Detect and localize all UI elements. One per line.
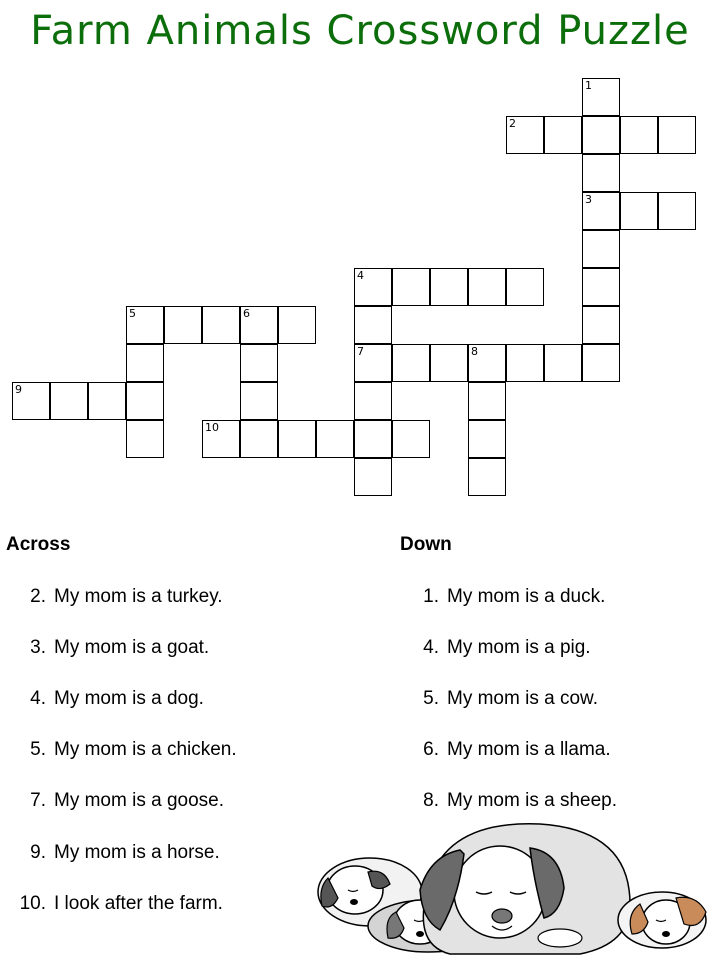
- crossword-cell[interactable]: [582, 116, 620, 154]
- cell-number: 6: [243, 307, 250, 320]
- crossword-cell[interactable]: [354, 382, 392, 420]
- clue-down: [403, 688, 598, 710]
- clue-text: My mom is a dog.: [54, 688, 204, 709]
- clue-text: My mom is a turkey.: [54, 586, 223, 607]
- crossword-cell[interactable]: [278, 420, 316, 458]
- clue-across: [10, 893, 223, 915]
- crossword-cell[interactable]: [202, 306, 240, 344]
- crossword-cell[interactable]: [202, 420, 240, 458]
- crossword-cell[interactable]: [392, 344, 430, 382]
- crossword-cell[interactable]: [582, 306, 620, 344]
- crossword-cell[interactable]: [316, 420, 354, 458]
- cell-number: 9: [15, 383, 22, 396]
- clue-across: [10, 739, 237, 761]
- cell-number: 1: [585, 79, 592, 92]
- crossword-cell[interactable]: [88, 382, 126, 420]
- clue-down: [403, 637, 591, 659]
- cell-number: 8: [471, 345, 478, 358]
- down-heading: Down: [400, 534, 452, 555]
- clue-text: My mom is a goat.: [54, 637, 210, 658]
- across-heading: Across: [6, 534, 71, 555]
- cell-number: 10: [205, 421, 219, 434]
- clue-number: 6.: [423, 739, 439, 760]
- crossword-cell[interactable]: [582, 230, 620, 268]
- crossword-cell[interactable]: [240, 344, 278, 382]
- crossword-cell[interactable]: [620, 116, 658, 154]
- clue-number: 7.: [30, 790, 46, 811]
- clue-number: 3.: [30, 637, 46, 658]
- crossword-cell[interactable]: [468, 344, 506, 382]
- clue-number: 5.: [423, 688, 439, 709]
- cell-number: 3: [585, 193, 592, 206]
- clue-text: My mom is a horse.: [54, 842, 220, 863]
- cell-number: 2: [509, 117, 516, 130]
- clue-number: 2.: [30, 586, 46, 607]
- crossword-cell[interactable]: [354, 268, 392, 306]
- crossword-cell[interactable]: [430, 344, 468, 382]
- cell-number: 5: [129, 307, 136, 320]
- crossword-cell[interactable]: [658, 116, 696, 154]
- cell-number: 7: [357, 345, 364, 358]
- clue-number: 1.: [423, 586, 439, 607]
- crossword-cell[interactable]: [544, 116, 582, 154]
- crossword-cell[interactable]: [506, 116, 544, 154]
- crossword-cell[interactable]: [126, 344, 164, 382]
- crossword-cell[interactable]: [430, 268, 468, 306]
- crossword-cell[interactable]: [354, 458, 392, 496]
- crossword-cell[interactable]: [468, 382, 506, 420]
- crossword-cell[interactable]: [582, 78, 620, 116]
- clue-across: [10, 637, 209, 659]
- clue-number: 5.: [30, 739, 46, 760]
- crossword-cell[interactable]: [50, 382, 88, 420]
- clue-across: [10, 790, 224, 812]
- clue-down: [403, 586, 605, 608]
- crossword-cell[interactable]: [278, 306, 316, 344]
- clue-number: 8.: [423, 790, 439, 811]
- clue-across: [10, 688, 204, 710]
- crossword-cell[interactable]: [468, 420, 506, 458]
- clue-text: My mom is a cow.: [447, 688, 598, 709]
- crossword-cell[interactable]: [126, 382, 164, 420]
- clue-number: 10.: [19, 893, 46, 914]
- page-title: Farm Animals Crossword Puzzle: [30, 8, 690, 54]
- crossword-cell[interactable]: [658, 192, 696, 230]
- clue-across: [10, 842, 220, 864]
- crossword-cell[interactable]: [582, 344, 620, 382]
- clue-text: My mom is a goose.: [54, 790, 224, 811]
- crossword-cell[interactable]: [126, 306, 164, 344]
- clue-text: My mom is a sheep.: [447, 790, 617, 811]
- crossword-cell[interactable]: [126, 420, 164, 458]
- clue-text: My mom is a chicken.: [54, 739, 237, 760]
- crossword-cell[interactable]: [240, 382, 278, 420]
- clue-text: My mom is a duck.: [447, 586, 606, 607]
- crossword-cell[interactable]: [354, 344, 392, 382]
- crossword-cell[interactable]: [620, 192, 658, 230]
- crossword-cell[interactable]: [506, 268, 544, 306]
- crossword-cell[interactable]: [582, 192, 620, 230]
- clue-number: 4.: [423, 637, 439, 658]
- clue-text: My mom is a pig.: [447, 637, 591, 658]
- clue-text: I look after the farm.: [54, 893, 223, 914]
- crossword-cell[interactable]: [468, 458, 506, 496]
- crossword-cell[interactable]: [240, 420, 278, 458]
- crossword-cell[interactable]: [582, 154, 620, 192]
- crossword-cell[interactable]: [506, 344, 544, 382]
- crossword-cell[interactable]: [240, 306, 278, 344]
- crossword-cell[interactable]: [392, 268, 430, 306]
- crossword-cell[interactable]: [12, 382, 50, 420]
- crossword-cell[interactable]: [468, 268, 506, 306]
- clue-number: 4.: [30, 688, 46, 709]
- crossword-cell[interactable]: [544, 344, 582, 382]
- cell-number: 4: [357, 269, 364, 282]
- crossword-cell[interactable]: [582, 268, 620, 306]
- clue-down: [403, 790, 617, 812]
- clue-text: My mom is a llama.: [447, 739, 611, 760]
- crossword-cell[interactable]: [354, 420, 392, 458]
- clue-number: 9.: [30, 842, 46, 863]
- clue-across: [10, 586, 223, 608]
- clue-down: [403, 739, 611, 761]
- sleeping-dogs-illustration: [310, 820, 710, 955]
- crossword-cell[interactable]: [392, 420, 430, 458]
- crossword-cell[interactable]: [164, 306, 202, 344]
- crossword-cell[interactable]: [354, 306, 392, 344]
